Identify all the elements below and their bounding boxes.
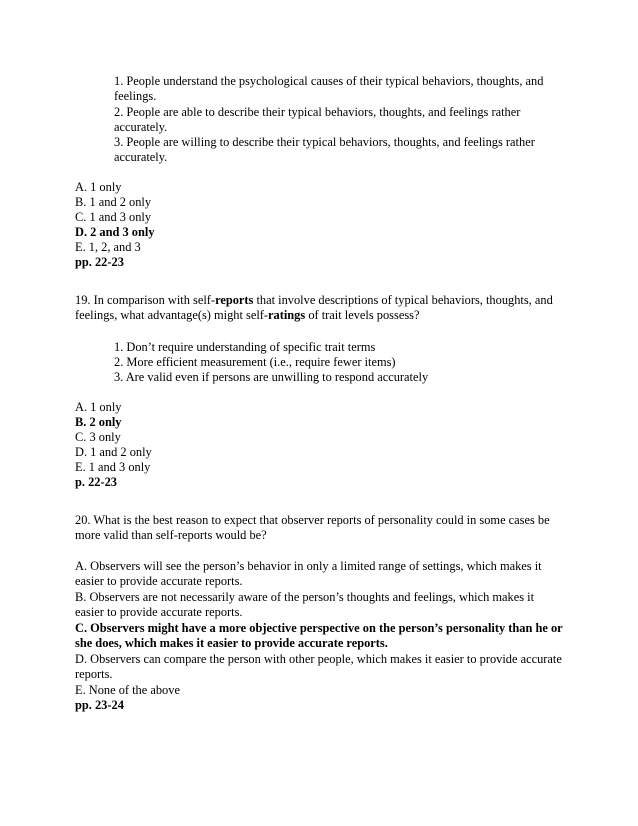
q19-prompt-part-3: of trait levels possess? — [305, 308, 420, 323]
q19-prompt — [75, 293, 563, 323]
q19-statement-2: 2. More efficient measurement (i.e., require fewer items) — [114, 355, 396, 369]
q19-option-a: A. 1 only — [75, 400, 122, 414]
q19-statement-3: 3. Are valid even if persons are unwilling to respond accurately — [114, 370, 429, 384]
q20-page-ref: pp. 23-24 — [75, 698, 124, 712]
q20-option-b: B. Observers are not necessarily aware of the person’s thoughts and feelings, which makes it easier to provide accurate reports. — [75, 590, 535, 620]
q20-option-c-answer: C. Observers might have a more objective perspective on the person’s personality than he or she does, which makes it easier to provide accurate reports. — [75, 621, 563, 651]
q18-option-e: E. 1, 2, and 3 — [75, 240, 141, 254]
q19-statement-1: 1. Don’t require understanding of specific trait terms — [114, 340, 376, 354]
q18-page-ref: pp. 22-23 — [75, 255, 124, 269]
q20-option-d: D. Observers can compare the person with other people, which makes it easier to provide accurate reports. — [75, 652, 562, 682]
q20-prompt: 20. What is the best reason to expect that observer reports of personality could in some cases be more valid than self-reports would be? — [75, 513, 550, 543]
q19-option-c: C. 3 only — [75, 430, 121, 444]
q18-statement-2: 2. People are able to describe their typical behaviors, thoughts, and feelings rather accurately. — [114, 105, 521, 135]
q19-option-d: D. 1 and 2 only — [75, 445, 152, 459]
q19-prompt-reports: reports — [215, 293, 254, 307]
q18-statement-3: 3. People are willing to describe their typical behaviors, thoughts, and feelings rather accurately. — [114, 135, 535, 165]
q20-option-a: A. Observers will see the person’s behavior in only a limited range of settings, which makes it easier to provide accurate reports. — [75, 559, 542, 589]
q18-option-b: B. 1 and 2 only — [75, 195, 152, 209]
q18-option-a: A. 1 only — [75, 180, 122, 194]
q19-option-b-answer: B. 2 only — [75, 415, 122, 429]
q20-option-e: E. None of the above — [75, 683, 180, 697]
q18-option-d-answer: D. 2 and 3 only — [75, 225, 155, 239]
q19-option-e: E. 1 and 3 only — [75, 460, 151, 474]
q19-prompt-ratings: ratings — [268, 308, 306, 323]
q18-option-c: C. 1 and 3 only — [75, 210, 152, 224]
q19-prompt-part-1: 19. In comparison with self- — [75, 293, 216, 307]
q19-prompt-part-2: that involve descriptions of typical behaviors, thoughts, and feelings, what advantage(s) might self- — [75, 293, 553, 323]
q18-statement-1: 1. People understand the psychological causes of their typical behaviors, thoughts, and feelings. — [114, 74, 544, 104]
q19-page-ref: p. 22-23 — [75, 475, 117, 489]
